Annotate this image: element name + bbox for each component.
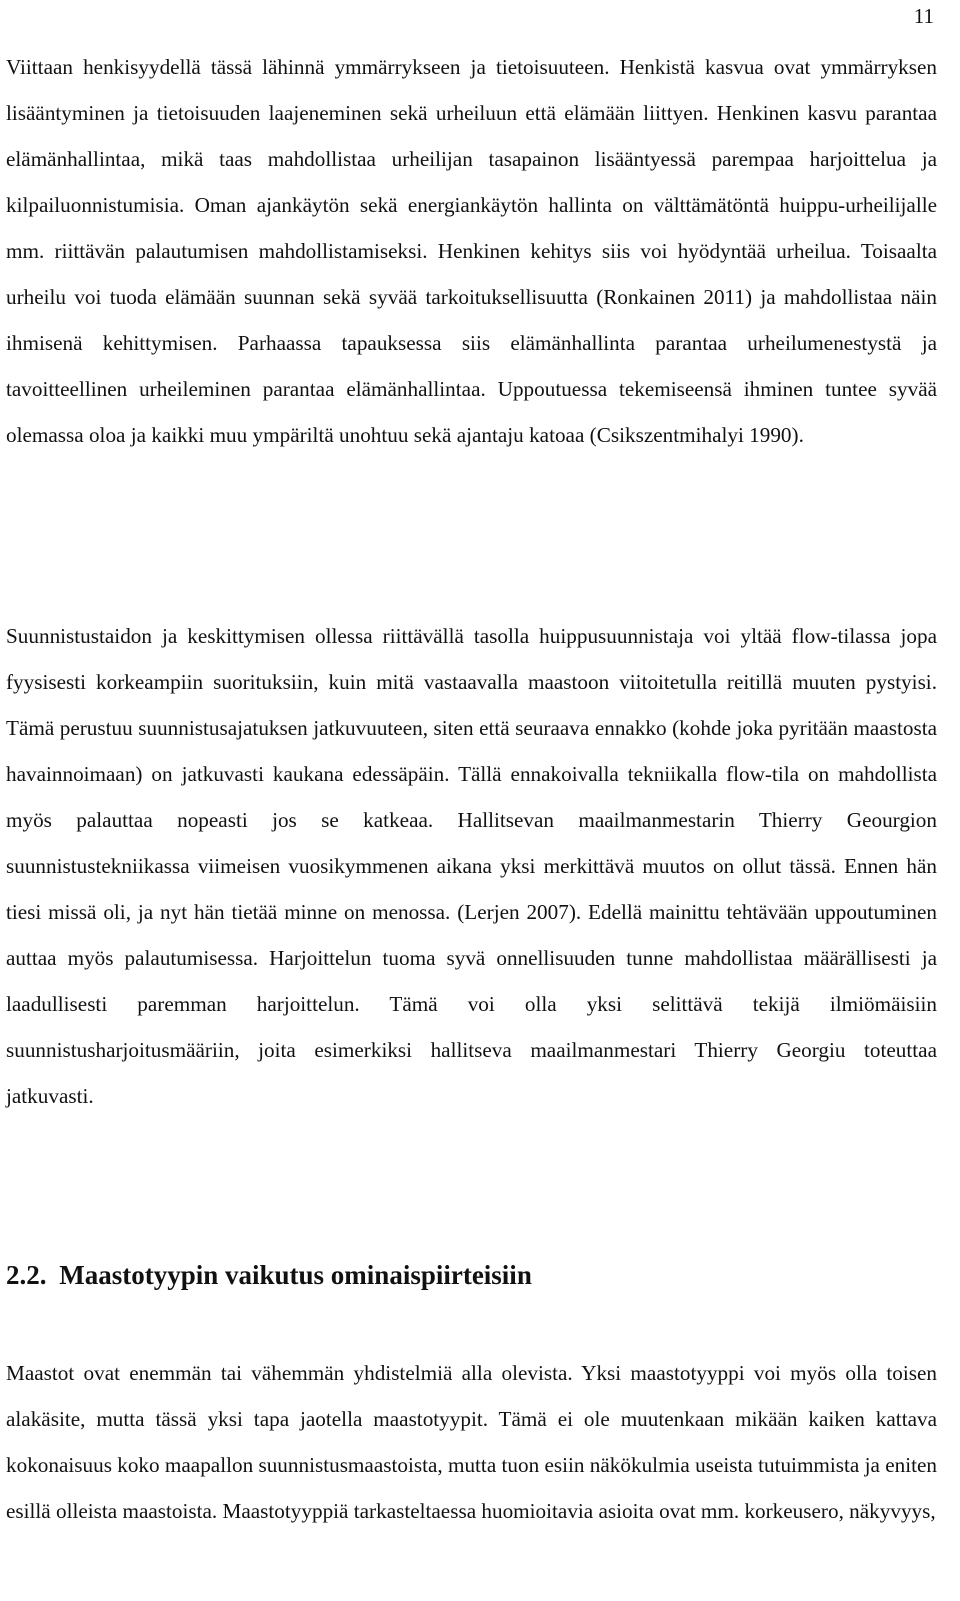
paragraph-spirituality: Viittaan henkisyydellä tässä lähinnä ymmärrykseen ja tietoisuuteen. Henkistä kasvua ovat ymmärryksen lisääntyminen ja tietoisuuden laajeneminen sekä urheiluun että elämään liittyen. Henkinen kasvu parantaa elämänhallintaa, mikä taas mahdollistaa urheilijan tasapainon lisääntyessä parempaa harjoittelua ja kilpailuonnistumisia. Oman ajankäytön sekä energiankäytön hallinta on välttämätöntä huippu-urheilijalle mm. riittävän palautumisen mahdollistamiseksi. Henkinen kehitys siis voi hyödyntää urheilua. Toisaalta urheilu voi tuoda elämään suunnan sekä syvää tarkoituksellisuutta (Ronkainen 2011) ja mahdollistaa näin ihmisenä kehittymisen. Parhaassa tapauksessa siis elämänhallinta parantaa urheilumenestystä ja tavoitteellinen urheileminen parantaa elämänhallintaa. Uppoutuessa tekemiseensä ihminen tuntee syvää olemassa oloa ja kaikki muu ympäriltä unohtuu sekä ajantaju katoaa (Csikszentmihalyi 1990).: [6, 55, 937, 447]
section-heading: [6, 1252, 532, 1298]
section-title: Maastotyypin vaikutus ominaispiirteisiin: [59, 1260, 532, 1290]
paragraph-flow-state: Suunnistustaidon ja keskittymisen ollessa riittävällä tasolla huippusuunnistaja voi yltää flow-tilassa jopa fyysisesti korkeampiin suorituksiin, kuin mitä vastaavalla maastoon viitoitetulla reitillä muuten pystyisi. Tämä perustuu suunnistusajatuksen jatkuvuuteen, siten että seuraava ennakko (kohde joka pyritään maastosta havainnoimaan) on jatkuvasti kaukana edessäpäin. Tällä ennakoivalla tekniikalla flow-tila on mahdollista myös palauttaa nopeasti jos se katkeaa. Hallitsevan maailmanmestarin Thierry Geourgion suunnistustekniikassa viimeisen vuosikymmenen aikana yksi merkittävä muutos on ollut tässä. Ennen hän tiesi missä oli, ja nyt hän tietää minne on menossa. (Lerjen 2007). Edellä mainittu tehtävään uppoutuminen auttaa myös palautumisessa. Harjoittelun tuoma syvä onnellisuuden tunne mahdollistaa määrällisesti ja laadullisesti paremman harjoittelun. Tämä voi olla yksi selittävä tekijä ilmiömäisiin suunnistusharjoitusmääriin, joita esimerkiksi hallitseva maailmanmestari Thierry Georgiu toteuttaa jatkuvasti.: [6, 624, 937, 1108]
paragraph-terrain-types: Maastot ovat enemmän tai vähemmän yhdistelmiä alla olevista. Yksi maastotyyppi voi myös olla toisen alakäsite, mutta tässä yksi tapa jaotella maastotyypit. Tämä ei ole muutenkaan mikään kaiken kattava kokonaisuus koko maapallon suunnistusmaastoista, mutta tuon esiin näkökulmia useista tutuimmista ja eniten esillä olleista maastoista. Maastotyyppiä tarkasteltaessa huomioitavia asioita ovat mm. korkeusero, näkyvyys,: [6, 1361, 937, 1523]
page-number: 11: [913, 4, 934, 28]
section-number: 2.2.: [6, 1260, 47, 1290]
